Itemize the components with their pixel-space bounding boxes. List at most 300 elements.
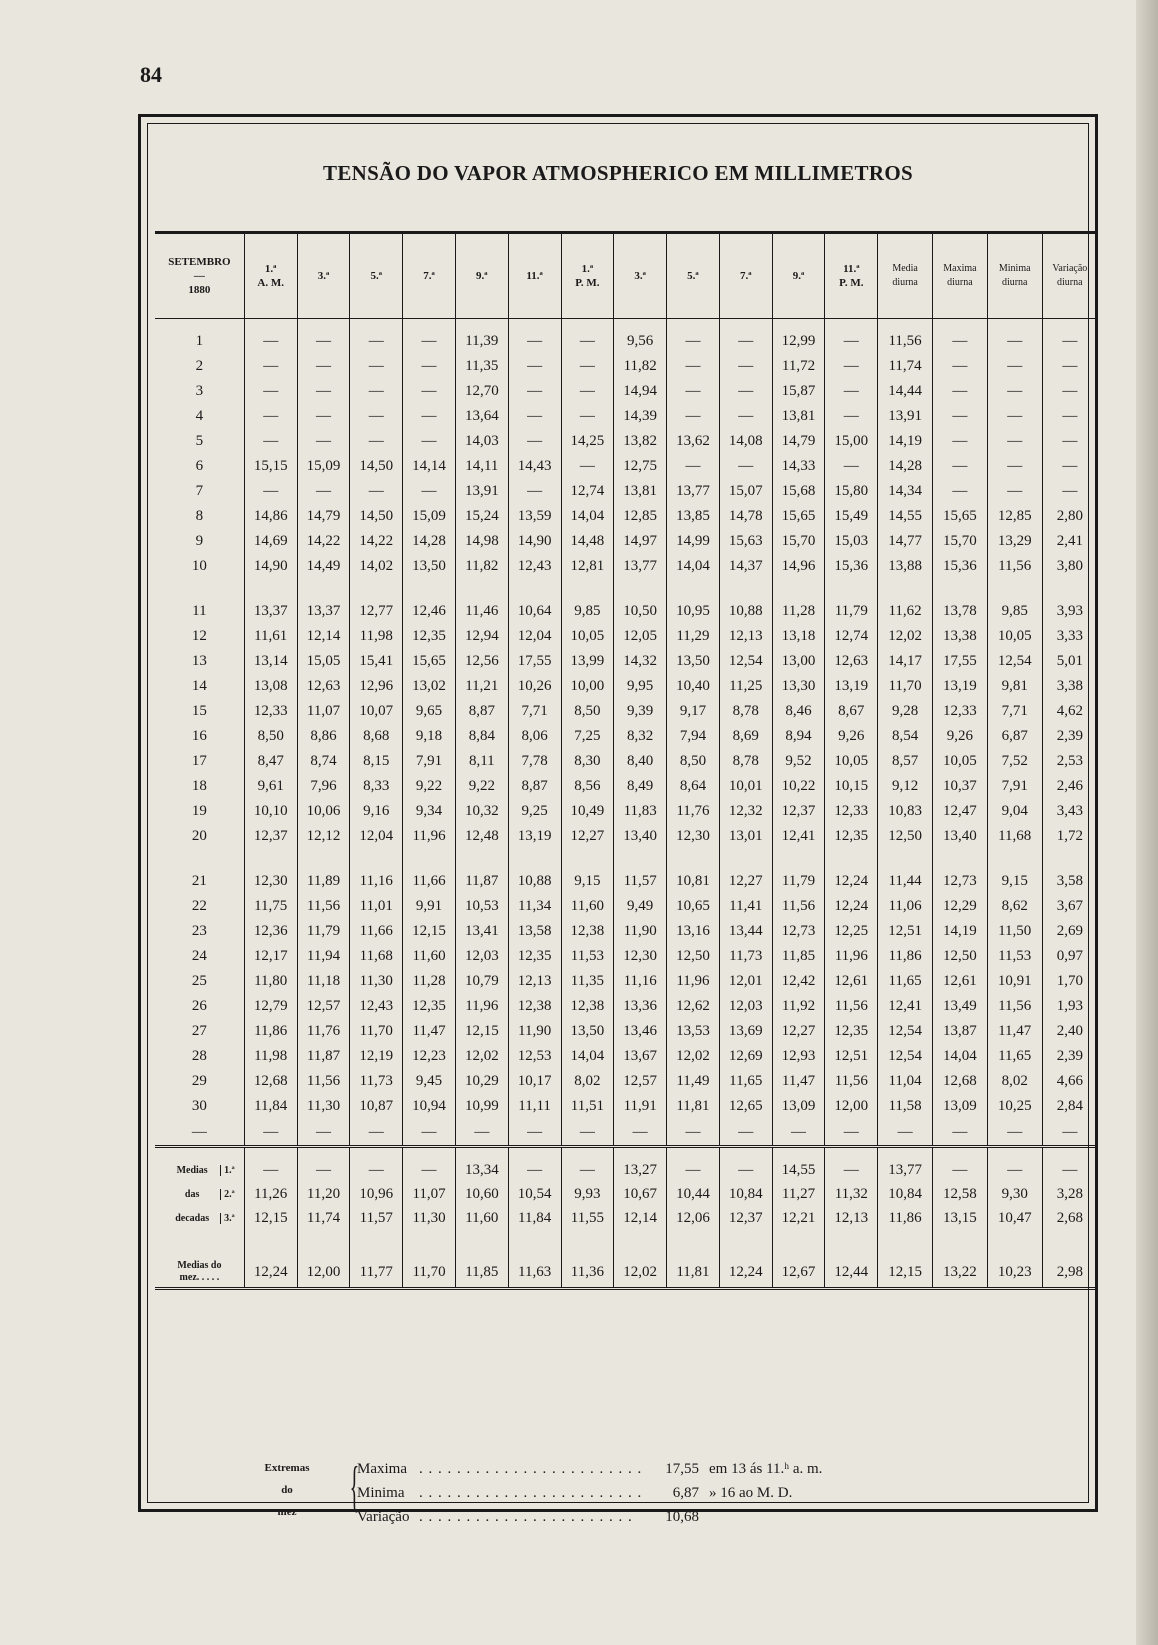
- spacer-row: [155, 319, 1097, 330]
- value-cell: 8,86: [297, 724, 350, 749]
- value-cell: 2,46: [1042, 774, 1097, 799]
- spacer-cell: [614, 1147, 667, 1159]
- stat-header-bottom: diurna: [1001, 277, 1028, 288]
- value-cell: —: [297, 379, 350, 404]
- value-cell: 14,08: [719, 429, 772, 454]
- value-cell: 11,32: [825, 1182, 878, 1206]
- value-cell: 12,02: [667, 1044, 720, 1069]
- value-cell: 3,33: [1042, 624, 1097, 649]
- value-cell: 12,19: [350, 1044, 403, 1069]
- value-cell: 14,33: [772, 454, 825, 479]
- value-cell: 2,39: [1042, 1044, 1097, 1069]
- value-cell: 12,35: [825, 824, 878, 849]
- value-cell: —: [825, 454, 878, 479]
- value-cell: 11,25: [719, 674, 772, 699]
- spacer-cell: [825, 319, 878, 330]
- dash-cell: —: [719, 1119, 772, 1147]
- value-cell: —: [244, 329, 297, 354]
- value-cell: 8,32: [614, 724, 667, 749]
- value-cell: 7,94: [667, 724, 720, 749]
- spacer-row: [155, 1230, 1097, 1257]
- value-cell: 9,49: [614, 894, 667, 919]
- spacer-cell: [455, 849, 508, 869]
- value-cell: 1,93: [1042, 994, 1097, 1019]
- value-cell: —: [508, 329, 561, 354]
- value-cell: 7,71: [987, 699, 1042, 724]
- value-cell: 13,77: [614, 554, 667, 579]
- value-cell: 14,34: [878, 479, 933, 504]
- value-cell: 13,09: [933, 1094, 988, 1119]
- spacer-cell: [297, 1230, 350, 1257]
- spacer-cell: [878, 579, 933, 599]
- value-cell: 11,27: [772, 1182, 825, 1206]
- hour-header: [403, 233, 456, 319]
- value-cell: 11,30: [403, 1206, 456, 1230]
- spacer-cell: [455, 1230, 508, 1257]
- value-cell: 12,50: [933, 944, 988, 969]
- spacer-cell: [155, 849, 244, 869]
- value-cell: —: [403, 1158, 456, 1182]
- value-cell: 15,87: [772, 379, 825, 404]
- value-cell: 8,68: [350, 724, 403, 749]
- value-cell: 8,46: [772, 699, 825, 724]
- value-cell: 8,69: [719, 724, 772, 749]
- value-cell: —: [667, 329, 720, 354]
- year-label: 1880: [188, 284, 211, 296]
- spacer-cell: [772, 319, 825, 330]
- value-cell: 12,44: [825, 1257, 878, 1289]
- value-cell: 12,41: [878, 994, 933, 1019]
- value-cell: 14,11: [455, 454, 508, 479]
- value-cell: 10,05: [987, 624, 1042, 649]
- spacer-cell: [1042, 1147, 1097, 1159]
- value-cell: 10,05: [561, 624, 614, 649]
- value-cell: 9,56: [614, 329, 667, 354]
- value-cell: 12,02: [614, 1257, 667, 1289]
- value-cell: 12,58: [933, 1182, 988, 1206]
- value-cell: —: [987, 479, 1042, 504]
- value-cell: —: [350, 404, 403, 429]
- value-cell: 11,44: [878, 869, 933, 894]
- stat-header: [987, 233, 1042, 319]
- value-cell: 14,50: [350, 504, 403, 529]
- spacer-cell: [614, 1230, 667, 1257]
- spacer-cell: [350, 579, 403, 599]
- table-row: [155, 869, 1097, 894]
- value-cell: 12,13: [719, 624, 772, 649]
- value-cell: 11,57: [614, 869, 667, 894]
- header-row: [155, 233, 1097, 319]
- hour-header-top: 9.ª: [476, 270, 488, 282]
- value-cell: 11,60: [403, 944, 456, 969]
- value-cell: 11,75: [244, 894, 297, 919]
- value-cell: 3,58: [1042, 869, 1097, 894]
- value-cell: 12,33: [825, 799, 878, 824]
- value-cell: 11,28: [772, 599, 825, 624]
- table-row: [155, 1069, 1097, 1094]
- value-cell: 13,53: [667, 1019, 720, 1044]
- value-cell: 9,22: [455, 774, 508, 799]
- value-cell: 2,53: [1042, 749, 1097, 774]
- value-cell: 12,43: [350, 994, 403, 1019]
- value-cell: 11,96: [825, 944, 878, 969]
- value-cell: 12,51: [825, 1044, 878, 1069]
- value-cell: 14,79: [297, 504, 350, 529]
- value-cell: 11,56: [825, 994, 878, 1019]
- value-cell: 13,85: [667, 504, 720, 529]
- value-cell: 10,53: [455, 894, 508, 919]
- spacer-cell: [244, 1147, 297, 1159]
- value-cell: 11,56: [987, 994, 1042, 1019]
- hour-header-top: 1.ª: [264, 263, 277, 275]
- value-cell: 11,18: [297, 969, 350, 994]
- value-cell: 13,82: [614, 429, 667, 454]
- day-cell: 26: [191, 998, 207, 1014]
- value-cell: 3,67: [1042, 894, 1097, 919]
- spacer-cell: [614, 849, 667, 869]
- value-cell: 10,91: [987, 969, 1042, 994]
- value-cell: 12,42: [772, 969, 825, 994]
- value-cell: —: [987, 1158, 1042, 1182]
- value-cell: 17,55: [508, 649, 561, 674]
- stat-header: [1042, 233, 1097, 319]
- day-cell: 27: [191, 1023, 207, 1039]
- spacer-row: [155, 579, 1097, 599]
- table-row: [155, 554, 1097, 579]
- extreme-value: 17,55: [665, 1461, 699, 1477]
- table-row: [155, 994, 1097, 1019]
- day-cell: 6: [195, 458, 204, 474]
- spacer-cell: [878, 849, 933, 869]
- value-cell: 11,66: [403, 869, 456, 894]
- value-cell: 11,16: [614, 969, 667, 994]
- value-cell: 12,35: [825, 1019, 878, 1044]
- value-cell: 11,06: [878, 894, 933, 919]
- value-cell: 11,56: [297, 1069, 350, 1094]
- value-cell: 11,86: [244, 1019, 297, 1044]
- value-cell: 9,16: [350, 799, 403, 824]
- value-cell: —: [561, 354, 614, 379]
- value-cell: —: [987, 354, 1042, 379]
- value-cell: —: [1042, 479, 1097, 504]
- hour-header-bottom: A. M.: [257, 277, 284, 289]
- value-cell: 11,85: [455, 1257, 508, 1289]
- value-cell: 12,24: [825, 894, 878, 919]
- value-cell: 11,50: [987, 919, 1042, 944]
- decade-mean-row: [155, 1158, 1097, 1182]
- value-cell: 14,50: [350, 454, 403, 479]
- value-cell: 13,59: [508, 504, 561, 529]
- month-mean-row: [155, 1257, 1097, 1289]
- value-cell: —: [987, 404, 1042, 429]
- value-cell: 8,74: [297, 749, 350, 774]
- value-cell: —: [987, 379, 1042, 404]
- dash-cell: —: [987, 1119, 1042, 1147]
- value-cell: 14,03: [455, 429, 508, 454]
- table-row: [155, 724, 1097, 749]
- value-cell: 13,38: [933, 624, 988, 649]
- value-cell: —: [667, 454, 720, 479]
- value-cell: 7,25: [561, 724, 614, 749]
- value-cell: 11,41: [719, 894, 772, 919]
- value-cell: 12,65: [719, 1094, 772, 1119]
- value-cell: 11,65: [987, 1044, 1042, 1069]
- value-cell: 12,30: [667, 824, 720, 849]
- value-cell: 11,74: [297, 1206, 350, 1230]
- table-row: [155, 699, 1097, 724]
- value-cell: 15,65: [933, 504, 988, 529]
- table-row: [155, 599, 1097, 624]
- value-cell: 12,30: [244, 869, 297, 894]
- value-cell: 11,30: [350, 969, 403, 994]
- value-cell: 12,29: [933, 894, 988, 919]
- decade-number: 2.ª: [220, 1189, 235, 1200]
- value-cell: 11,29: [667, 624, 720, 649]
- value-cell: 13,62: [667, 429, 720, 454]
- spacer-cell: [244, 1230, 297, 1257]
- day-cell: 15: [191, 703, 207, 719]
- value-cell: 12,63: [825, 649, 878, 674]
- dash-cell: —: [933, 1119, 988, 1147]
- value-cell: 12,48: [455, 824, 508, 849]
- value-cell: 11,63: [508, 1257, 561, 1289]
- value-cell: 12,54: [987, 649, 1042, 674]
- value-cell: 11,73: [350, 1069, 403, 1094]
- value-cell: 11,87: [297, 1044, 350, 1069]
- value-cell: —: [987, 454, 1042, 479]
- value-cell: 12,74: [825, 624, 878, 649]
- value-cell: 12,00: [297, 1257, 350, 1289]
- value-cell: 12,38: [561, 919, 614, 944]
- value-cell: 12,81: [561, 554, 614, 579]
- value-cell: 10,00: [561, 674, 614, 699]
- value-cell: 3,43: [1042, 799, 1097, 824]
- extreme-dots: . . . . . . . . . . . . . . . . . . . . . . . .: [419, 1461, 643, 1477]
- day-cell: 25: [191, 973, 207, 989]
- spacer-cell: [772, 579, 825, 599]
- spacer-cell: [1042, 1230, 1097, 1257]
- value-cell: 9,17: [667, 699, 720, 724]
- bottom-rule: [155, 1289, 1097, 1309]
- value-cell: 11,53: [561, 944, 614, 969]
- extreme-row: [357, 1481, 792, 1505]
- page-title: TENSÃO DO VAPOR ATMOSPHERICO EM MILLIMETROS: [323, 161, 913, 185]
- value-cell: 15,70: [772, 529, 825, 554]
- value-cell: 12,62: [667, 994, 720, 1019]
- value-cell: 9,26: [933, 724, 988, 749]
- spacer-cell: [667, 319, 720, 330]
- value-cell: 10,26: [508, 674, 561, 699]
- value-cell: 12,27: [561, 824, 614, 849]
- value-cell: 11,87: [455, 869, 508, 894]
- value-cell: 10,29: [455, 1069, 508, 1094]
- day-cell: 20: [191, 828, 207, 844]
- value-cell: 12,53: [508, 1044, 561, 1069]
- value-cell: 11,55: [561, 1206, 614, 1230]
- table-row: [155, 674, 1097, 699]
- extremes-label-1: Extremas: [264, 1462, 310, 1474]
- value-cell: 9,45: [403, 1069, 456, 1094]
- value-cell: 13,50: [403, 554, 456, 579]
- value-cell: 14,22: [297, 529, 350, 554]
- value-cell: 10,32: [455, 799, 508, 824]
- value-cell: 11,76: [297, 1019, 350, 1044]
- value-cell: 0,97: [1042, 944, 1097, 969]
- value-cell: 13,34: [455, 1158, 508, 1182]
- value-cell: 12,21: [772, 1206, 825, 1230]
- hour-header: [825, 233, 878, 319]
- hour-header-bottom: P. M.: [839, 277, 864, 289]
- vapor-tension-table: [155, 231, 1097, 1308]
- value-cell: 15,36: [825, 554, 878, 579]
- value-cell: 10,05: [825, 749, 878, 774]
- value-cell: 8,49: [614, 774, 667, 799]
- value-cell: 11,46: [455, 599, 508, 624]
- value-cell: —: [667, 354, 720, 379]
- value-cell: 9,93: [561, 1182, 614, 1206]
- hour-header: [561, 233, 614, 319]
- value-cell: 12,73: [933, 869, 988, 894]
- value-cell: 9,04: [987, 799, 1042, 824]
- value-cell: 13,40: [614, 824, 667, 849]
- value-cell: 12,73: [772, 919, 825, 944]
- value-cell: 11,96: [667, 969, 720, 994]
- spacer-cell: [508, 319, 561, 330]
- value-cell: —: [933, 479, 988, 504]
- value-cell: —: [508, 404, 561, 429]
- spacer-cell: [155, 1230, 244, 1257]
- value-cell: 12,00: [825, 1094, 878, 1119]
- day-cell: 7: [195, 483, 204, 499]
- value-cell: 12,61: [825, 969, 878, 994]
- dash-cell: —: [455, 1119, 508, 1147]
- hour-header: [455, 233, 508, 319]
- value-cell: 8,50: [244, 724, 297, 749]
- spacer-cell: [933, 319, 988, 330]
- value-cell: 9,52: [772, 749, 825, 774]
- value-cell: 15,24: [455, 504, 508, 529]
- value-cell: 9,85: [987, 599, 1042, 624]
- spacer-row: [155, 849, 1097, 869]
- value-cell: 11,70: [350, 1019, 403, 1044]
- value-cell: —: [403, 354, 456, 379]
- value-cell: 8,57: [878, 749, 933, 774]
- spacer-cell: [297, 579, 350, 599]
- value-cell: 12,57: [614, 1069, 667, 1094]
- value-cell: 13,00: [772, 649, 825, 674]
- value-cell: 14,55: [878, 504, 933, 529]
- value-cell: —: [403, 404, 456, 429]
- value-cell: 15,41: [350, 649, 403, 674]
- value-cell: 10,06: [297, 799, 350, 824]
- value-cell: 11,76: [667, 799, 720, 824]
- value-cell: 12,13: [825, 1206, 878, 1230]
- spacer-cell: [1042, 579, 1097, 599]
- spacer-cell: [719, 319, 772, 330]
- spacer-cell: [508, 1147, 561, 1159]
- value-cell: 15,70: [933, 529, 988, 554]
- spacer-cell: [614, 579, 667, 599]
- dash-cell: —: [878, 1119, 933, 1147]
- value-cell: 11,86: [878, 944, 933, 969]
- spacer-cell: [878, 1230, 933, 1257]
- value-cell: 15,68: [772, 479, 825, 504]
- value-cell: 12,68: [933, 1069, 988, 1094]
- value-cell: 13,69: [719, 1019, 772, 1044]
- value-cell: 14,04: [667, 554, 720, 579]
- value-cell: 8,84: [455, 724, 508, 749]
- value-cell: 2,39: [1042, 724, 1097, 749]
- value-cell: 12,38: [508, 994, 561, 1019]
- day-cell: 8: [195, 508, 204, 524]
- value-cell: 12,37: [244, 824, 297, 849]
- value-cell: 13,37: [244, 599, 297, 624]
- value-cell: 9,12: [878, 774, 933, 799]
- value-cell: 11,07: [297, 699, 350, 724]
- spacer-cell: [933, 1147, 988, 1159]
- value-cell: 14,04: [561, 504, 614, 529]
- value-cell: 3,38: [1042, 674, 1097, 699]
- value-cell: 12,02: [455, 1044, 508, 1069]
- value-cell: 14,86: [244, 504, 297, 529]
- value-cell: 8,62: [987, 894, 1042, 919]
- stat-header-bottom: diurna: [947, 277, 973, 288]
- value-cell: 12,96: [350, 674, 403, 699]
- value-cell: —: [297, 479, 350, 504]
- spacer-cell: [403, 319, 456, 330]
- day-cell: 1: [195, 333, 204, 349]
- table-body: [155, 319, 1097, 1309]
- hour-header-top: 3.ª: [317, 270, 330, 282]
- value-cell: 12,24: [244, 1257, 297, 1289]
- spacer-cell: [155, 319, 244, 330]
- dash-cell: —: [667, 1119, 720, 1147]
- spacer-cell: [455, 579, 508, 599]
- value-cell: 14,37: [719, 554, 772, 579]
- value-cell: 14,99: [667, 529, 720, 554]
- value-cell: —: [933, 454, 988, 479]
- value-cell: —: [403, 329, 456, 354]
- value-cell: 13,16: [667, 919, 720, 944]
- decade-label-part: Medias: [176, 1164, 208, 1176]
- value-cell: —: [350, 479, 403, 504]
- dash-cell: —: [191, 1123, 207, 1140]
- day-cell: 19: [191, 803, 207, 819]
- value-cell: 8,30: [561, 749, 614, 774]
- value-cell: —: [667, 1158, 720, 1182]
- value-cell: 11,21: [455, 674, 508, 699]
- day-cell: 5: [195, 433, 204, 449]
- value-cell: 11,86: [878, 1206, 933, 1230]
- value-cell: 11,70: [878, 674, 933, 699]
- decade-label-part: das: [184, 1188, 200, 1200]
- spacer-cell: [403, 579, 456, 599]
- spacer-cell: [350, 1230, 403, 1257]
- value-cell: —: [825, 404, 878, 429]
- value-cell: 10,99: [455, 1094, 508, 1119]
- value-cell: 12,74: [561, 479, 614, 504]
- value-cell: 15,63: [719, 529, 772, 554]
- value-cell: 14,32: [614, 649, 667, 674]
- value-cell: —: [508, 379, 561, 404]
- value-cell: 11,98: [350, 624, 403, 649]
- value-cell: 10,83: [878, 799, 933, 824]
- hour-header-top: 5.ª: [370, 270, 383, 282]
- dash-cell: —: [825, 1119, 878, 1147]
- brace-icon: {: [349, 1456, 360, 1518]
- value-cell: 12,03: [719, 994, 772, 1019]
- stat-header: [878, 233, 933, 319]
